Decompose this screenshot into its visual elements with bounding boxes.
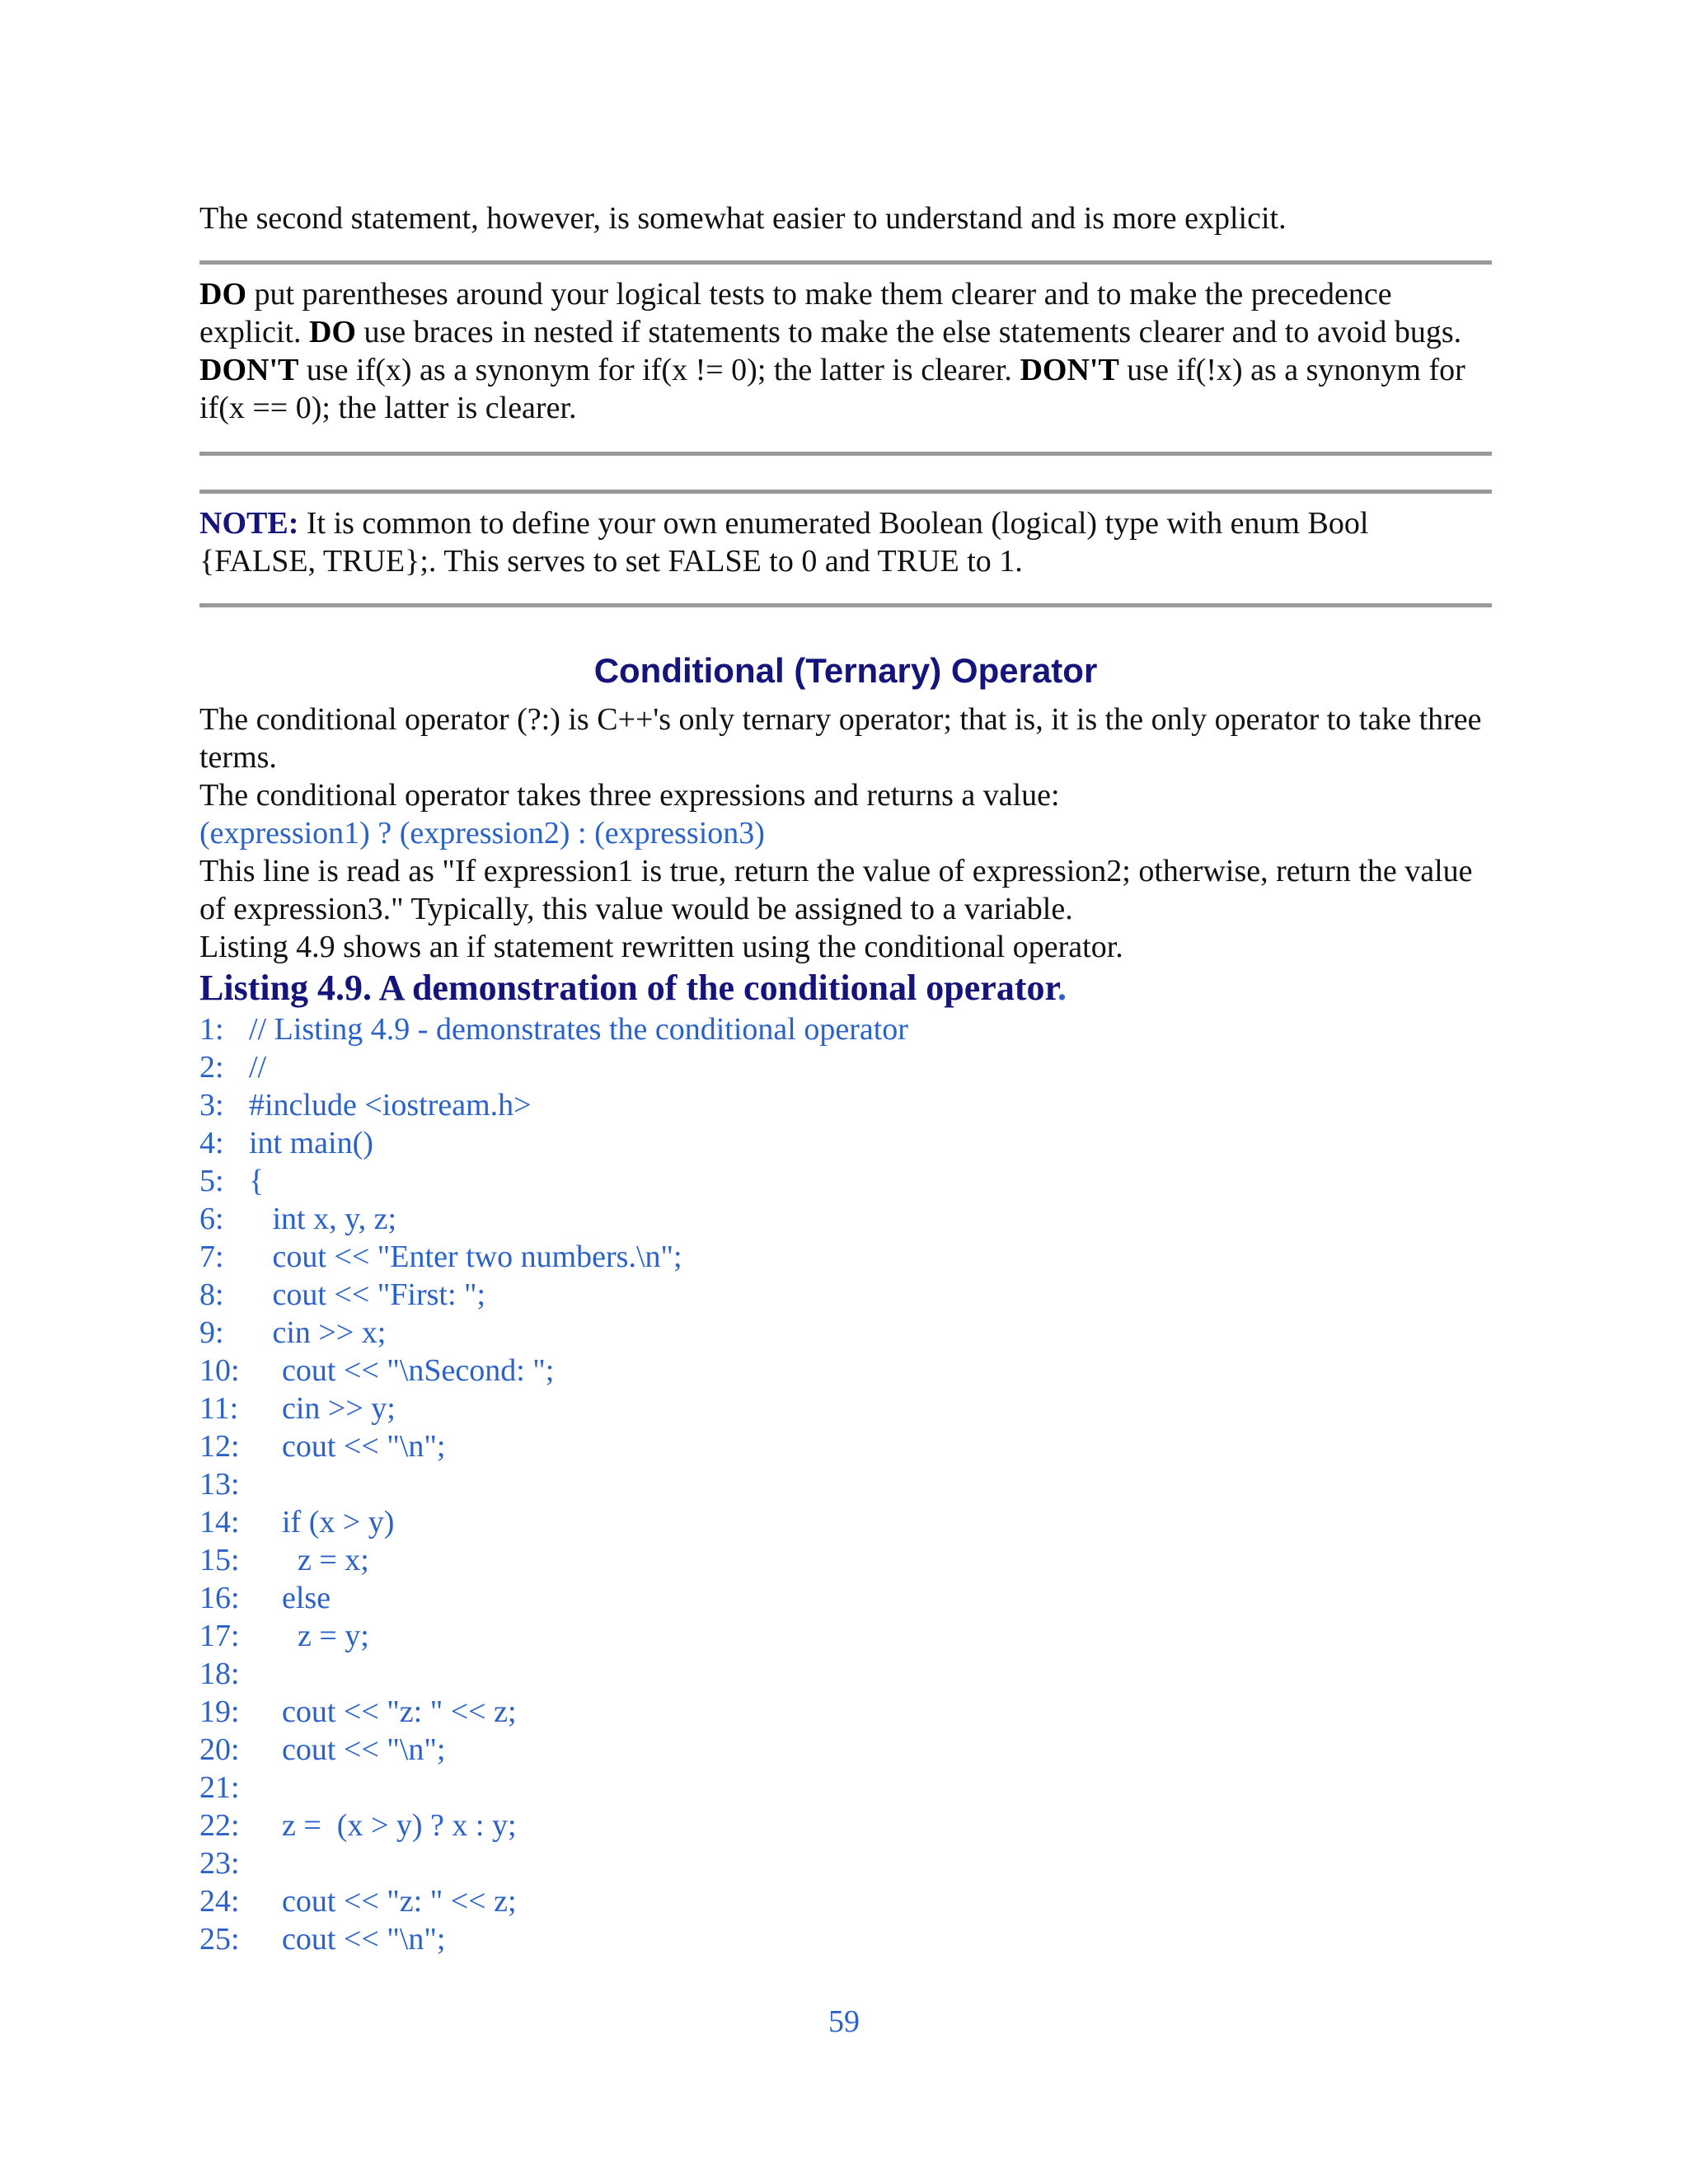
note-bottom-rule [199,603,1492,607]
code-line [199,1579,1492,1617]
listing-title [199,966,1492,1010]
dont-label: DON'T [1020,353,1119,387]
code-line [199,1162,1492,1200]
code-text: int main() [249,1126,373,1160]
body-paragraph: This line is read as "If expression1 is true, return the value of expression2; otherwise, return the value of expression3." Typically, this value would be assigned to a variable. [199,854,1473,926]
code-line [199,1693,1492,1731]
dont-label: DON'T [199,353,299,387]
code-text: else [282,1581,331,1615]
line-number: 15: [199,1543,240,1577]
code-text: // [249,1050,267,1085]
line-number: 10: [199,1353,240,1388]
code-text: cout << "First: "; [249,1277,486,1312]
do-text: put parentheses around your logical tests to make them clearer and to make the precedence explicit. [199,277,1392,349]
code-line [199,1238,1492,1276]
code-text: z = (x > y) ? x : y; [282,1808,517,1843]
intro-paragraph: The second statement, however, is somewhat easier to understand and is more explicit. [199,201,1287,236]
code-text: cin >> y; [282,1391,396,1426]
body-paragraph: Listing 4.9 shows an if statement rewritten using the conditional operator. [199,930,1123,964]
guidelines-box [199,275,1492,427]
section-heading: Conditional (Ternary) Operator [593,651,1098,690]
body-paragraph: The conditional operator (?:) is C++'s only ternary operator; that is, it is the only operator to take three terms. [199,702,1482,775]
listing-title-text: Listing 4.9. A demonstration of the conditional operator [199,968,1057,1008]
line-number: 22: [199,1808,240,1843]
code-line [199,1352,1492,1390]
code-text: cout << "\n"; [282,1732,446,1767]
code-line [199,1124,1492,1162]
note-box [199,504,1492,580]
code-line [199,1769,1492,1807]
guidelines-top-rule [199,260,1492,265]
line-number: 5: [199,1164,224,1198]
code-text: { [249,1164,265,1198]
code-text: #include <iostream.h> [249,1088,532,1122]
code-line [199,1541,1492,1579]
line-number: 17: [199,1619,240,1653]
code-line [199,1200,1492,1238]
do-label: DO [199,277,246,312]
line-number: 20: [199,1732,240,1767]
code-text: cout << "z: " << z; [282,1694,517,1729]
code-text: z = y; [282,1619,369,1653]
code-line [199,1503,1492,1541]
code-line [199,1086,1492,1124]
line-number: 13: [199,1467,240,1502]
do-text: use braces in nested if statements to make the else statements clearer and to avoid bugs. [355,315,1462,349]
line-number: 16: [199,1581,240,1615]
line-number: 8: [199,1277,224,1312]
code-text: cout << "z: " << z; [282,1884,517,1919]
line-number: 1: [199,1012,224,1047]
code-line [199,1920,1492,1958]
line-number: 12: [199,1429,240,1464]
code-text: cout << "\n"; [282,1429,446,1464]
code-line [199,1276,1492,1314]
line-number: 4: [199,1126,224,1160]
code-line [199,1048,1492,1086]
line-number: 24: [199,1884,240,1919]
syntax-line: (expression1) ? (expression2) : (expression3) [199,816,765,851]
line-number: 18: [199,1657,240,1691]
code-text: cout << "\nSecond: "; [282,1353,555,1388]
line-number: 7: [199,1240,224,1274]
code-text: cin >> x; [249,1315,387,1350]
code-line [199,1655,1492,1693]
note-text: It is common to define your own enumerated Boolean (logical) type with enum Bool {FALSE, TRUE};. This serves to set FALSE to 0 and TRUE to 1. [199,506,1369,579]
code-line [199,1731,1492,1769]
page-number: 59 [828,2004,860,2039]
code-line [199,1617,1492,1655]
code-text: cout << "\n"; [282,1922,446,1957]
code-line [199,1314,1492,1352]
code-line [199,1807,1492,1844]
code-line [199,1465,1492,1503]
body-paragraph: The conditional operator takes three expressions and returns a value: [199,778,1060,813]
code-text: int x, y, z; [249,1202,397,1236]
line-number: 19: [199,1694,240,1729]
dont-text: use if(x) as a synonym for if(x != 0); the latter is clearer. [298,353,1020,387]
line-number: 21: [199,1770,240,1805]
code-line [199,1390,1492,1427]
line-number: 25: [199,1922,240,1957]
code-listing [199,1010,1492,1958]
code-text: z = x; [282,1543,369,1577]
note-top-rule [199,490,1492,494]
line-number: 2: [199,1050,224,1085]
line-number: 3: [199,1088,224,1122]
code-text: cout << "Enter two numbers.\n"; [249,1240,682,1274]
line-number: 14: [199,1505,240,1540]
listing-title-period: . [1057,968,1067,1008]
line-number: 6: [199,1202,224,1236]
code-text: // Listing 4.9 - demonstrates the conditional operator [249,1012,908,1047]
code-text: if (x > y) [282,1505,395,1540]
line-number: 9: [199,1315,224,1350]
line-number: 11: [199,1391,239,1426]
dont-text: use if(!x) as a synonym for if(x == 0); the latter is clearer. [199,353,1465,425]
do-label: DO [308,315,356,349]
code-line [199,1010,1492,1048]
note-label: NOTE: [199,506,299,541]
code-line [199,1427,1492,1465]
line-number: 23: [199,1846,240,1881]
code-line [199,1882,1492,1920]
guidelines-bottom-rule [199,452,1492,456]
code-line [199,1844,1492,1882]
body-block [199,701,1492,1958]
